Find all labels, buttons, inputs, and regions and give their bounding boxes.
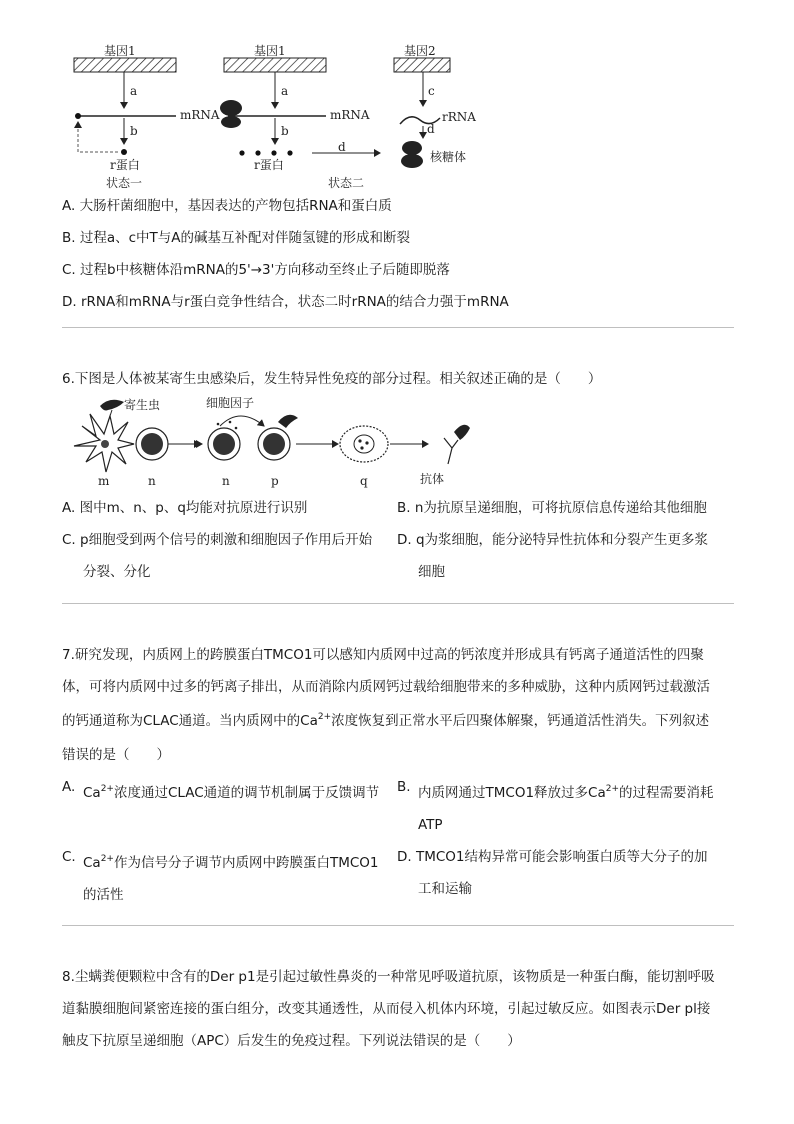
- q7-option-c: $Ca^{2+}$作为信号分子调节内质网中跨膜蛋白TMCO1: [83, 854, 379, 871]
- ribosome-bottom: [401, 154, 423, 168]
- label-b-right: b: [281, 124, 289, 138]
- ribosome-on-mrna-top: [220, 100, 242, 116]
- label-p: p: [271, 474, 279, 488]
- label-q: q: [360, 474, 368, 488]
- q7-option-d: D. TMCO1结构异常可能会影响蛋白质等大分子的加: [397, 849, 708, 865]
- q7-stem-line3: 的钙通道称为CLAC通道。当内质网中的$Ca^{2+}$浓度恢复到正常水平后四聚体解聚，钙通道活性消失。下列叙述: [62, 712, 710, 729]
- label-a-left: a: [130, 84, 138, 98]
- antibody-icon: [444, 438, 458, 464]
- q7-stem-line2: 体，可将内质网中过多的钙离子排出，从而消除内质网钙过载给细胞带来的多种威胁，这种内质网钙过载激活: [62, 679, 710, 695]
- q5-option-b: B. 过程a、c中T与A的碱基互补配对伴随氢键的形成和断裂: [62, 230, 411, 246]
- parasite-icon: [100, 400, 124, 411]
- label-m: m: [98, 474, 110, 488]
- q7-stem-line1: 7.研究发现，内质网上的跨膜蛋白TMCO1可以感知内质网中过高的钙浓度并形成具有钙离子通道活性的四聚: [62, 647, 704, 663]
- gene1-box-right: [224, 58, 326, 72]
- q7-option-b-label: B.: [397, 779, 411, 795]
- rprotein-dot: [255, 150, 260, 155]
- antibody-label: 抗体: [420, 472, 445, 486]
- q8-stem-line3: 触皮下抗原呈递细胞（APC）后发生的免疫过程。下列说法错误的是（ ）: [62, 1033, 521, 1049]
- q7-option-d-cont: 工和运输: [418, 881, 472, 897]
- antigen-on-p: [278, 415, 298, 428]
- state1-label: 状态一: [106, 176, 143, 190]
- divider: [62, 925, 734, 926]
- rprotein-label-left: r蛋白: [110, 158, 140, 172]
- cytokine-label: 细胞因子: [206, 396, 255, 410]
- ribosome-label: 核糖体: [430, 150, 467, 164]
- q5-option-a: A. 大肠杆菌细胞中，基因表达的产物包括RNA和蛋白质: [62, 198, 392, 214]
- label-d: d: [338, 140, 346, 154]
- label-d-small: d: [427, 122, 435, 136]
- divider: [62, 603, 734, 604]
- rprotein-label-right: r蛋白: [254, 158, 284, 172]
- rrna-label: rRNA: [442, 110, 476, 124]
- rprotein-bound-dot: [75, 113, 81, 119]
- gene1-box-left: [74, 58, 176, 72]
- rprotein-dot: [271, 150, 276, 155]
- q6-stem: 6.下图是人体被某寄生虫感染后，发生特异性免疫的部分过程。相关叙述正确的是（ ）: [62, 371, 602, 387]
- ribosome-top: [402, 141, 422, 155]
- gene1-label-right: 基因1: [254, 44, 286, 58]
- divider: [62, 327, 734, 328]
- label-n: n: [148, 474, 156, 488]
- q6-option-d: D. q为浆细胞，能分泌特异性抗体和分裂产生更多浆: [397, 532, 709, 548]
- gene2-label: 基因2: [404, 44, 436, 58]
- mrna-label-left: mRNA: [180, 108, 220, 122]
- antigen-bound-icon: [454, 425, 470, 440]
- q7-option-a: $Ca^{2+}$浓度通过CLAC通道的调节机制属于反馈调节: [83, 784, 380, 801]
- q7-option-c-label: C.: [62, 849, 76, 865]
- q8-stem-line2: 道黏膜细胞间紧密连接的蛋白组分，改变其通透性，从而侵入机体内环境，引起过敏反应。如图表示Der pl接: [62, 1001, 711, 1017]
- q5-option-c: C. 过程b中核糖体沿mRNA的5'→3'方向移动至终止子后随即脱落: [62, 262, 450, 278]
- gene2-box: [394, 58, 450, 72]
- q7-option-a-label: A.: [62, 779, 76, 795]
- rprotein-dot: [287, 150, 292, 155]
- q5-option-d: D. rRNA和mRNA与r蛋白竞争性结合，状态二时rRNA的结合力强于mRNA: [62, 294, 509, 310]
- q7-option-b-cont: ATP: [418, 817, 443, 833]
- q7-stem-line4: 错误的是（ ）: [62, 747, 170, 763]
- gene1-label-left: 基因1: [104, 44, 136, 58]
- q6-option-a: A. 图中m、n、p、q均能对抗原进行识别: [62, 500, 308, 516]
- rprotein-dot: [121, 149, 127, 155]
- label-c: c: [428, 84, 435, 98]
- parasite-label: 寄生虫: [124, 398, 161, 412]
- label-b-left: b: [130, 124, 138, 138]
- mrna-label-right: mRNA: [330, 108, 370, 122]
- q7-option-b: 内质网通过TMCO1释放过多$Ca^{2+}$的过程需要消耗: [418, 784, 714, 801]
- label-a-right: a: [281, 84, 289, 98]
- rprotein-dot: [239, 150, 244, 155]
- q7-option-c-cont: 的活性: [83, 887, 124, 903]
- q6-option-b: B. n为抗原呈递细胞，可将抗原信息传递给其他细胞: [397, 500, 707, 516]
- immune-process-figure: [60, 392, 480, 492]
- q6-option-c: C. p细胞受到两个信号的刺激和细胞因子作用后开始: [62, 532, 373, 548]
- feedback-dashed-arrow: [78, 122, 118, 152]
- label-n-second: n: [222, 474, 230, 488]
- state2-label: 状态二: [328, 176, 365, 190]
- ribosome-on-mrna-bottom: [221, 116, 241, 128]
- q6-option-c-cont: 分裂、分化: [83, 564, 151, 580]
- q8-stem-line1: 8.尘螨粪便颗粒中含有的Der p1是引起过敏性鼻炎的一种常见呼吸道抗原，该物质是一种蛋白酶，能切割呼吸: [62, 969, 715, 985]
- dendritic-cell-nucleus: [101, 440, 109, 448]
- q6-option-d-cont: 细胞: [418, 564, 445, 580]
